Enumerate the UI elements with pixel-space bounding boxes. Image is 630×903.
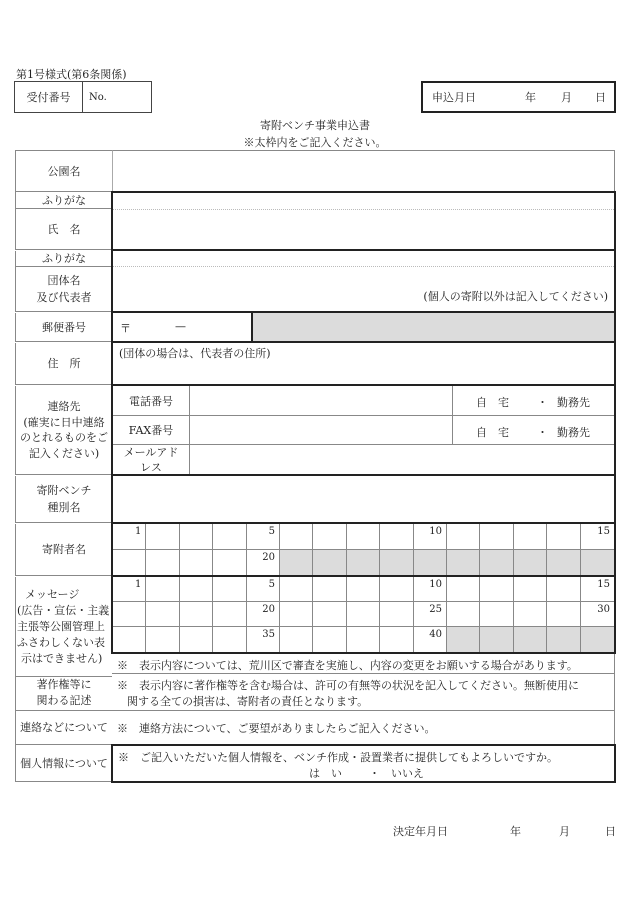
grid-cell[interactable] — [514, 524, 547, 550]
grid-cell-disabled — [581, 550, 614, 576]
grid-cell[interactable] — [380, 627, 413, 652]
name-field[interactable] — [113, 210, 614, 249]
grid-cell[interactable] — [514, 577, 547, 602]
grid-cell[interactable] — [280, 524, 313, 550]
grid-cell[interactable] — [313, 627, 346, 652]
grid-cell[interactable] — [380, 602, 413, 627]
message-grid — [111, 575, 616, 654]
address-note: (団体の場合は、代表者の住所) — [119, 347, 271, 360]
grid-cell[interactable] — [547, 602, 580, 627]
grid-cell[interactable] — [480, 602, 513, 627]
fax-label-text: FAX番号 — [128, 424, 174, 437]
copyright-label — [15, 676, 112, 711]
grid-cell[interactable] — [180, 524, 213, 550]
phone-home-option[interactable]: 自 宅 — [476, 396, 509, 409]
review-note: ※ 表示内容については、荒川区で審査を実施し、内容の変更をお願いする場合があります。 — [117, 659, 578, 672]
decision-date — [393, 823, 618, 839]
address-label — [15, 343, 112, 385]
phone-dot: ・ — [537, 396, 548, 409]
grid-cell[interactable] — [180, 602, 213, 627]
application-date-box — [421, 81, 616, 113]
grid-cell[interactable] — [380, 524, 413, 550]
email-field[interactable] — [190, 445, 614, 474]
grid-cell-disabled — [581, 627, 614, 652]
privacy-label-text: 個人情報について — [20, 756, 108, 770]
contact-method-field[interactable] — [112, 711, 615, 745]
grid-cell[interactable] — [547, 524, 580, 550]
message-label-text: メッセージ (広告・宣伝・主義 主張等公園管理上 ふさわしくない表 示はできません) — [17, 588, 110, 665]
receipt-label: 受付番号 — [15, 82, 83, 112]
grid-cell-disabled — [313, 550, 346, 576]
grid-cell[interactable] — [213, 577, 246, 602]
copyright-field[interactable] — [112, 674, 615, 711]
postal-block — [111, 311, 616, 343]
grid-cell[interactable] — [480, 577, 513, 602]
postal-mark: 〒 — [120, 322, 131, 335]
contact-label-text: 連絡先 (確実に日中連絡 のとれるものをご 記入ください) — [20, 400, 108, 460]
grid-cell[interactable] — [280, 602, 313, 627]
grid-cell[interactable] — [447, 524, 480, 550]
grid-cell[interactable] — [180, 627, 213, 652]
grid-cell[interactable] — [146, 602, 179, 627]
grid-cell[interactable] — [547, 577, 580, 602]
grid-cell[interactable] — [213, 550, 246, 576]
privacy-yes-option[interactable]: は い — [309, 767, 342, 780]
contact-method-label — [15, 711, 112, 745]
furigana-text: ふりがな — [42, 193, 86, 207]
grid-cell[interactable]: 25 — [414, 602, 447, 627]
email-label-text: メールアド レス — [123, 445, 179, 474]
grid-cell[interactable] — [146, 577, 179, 602]
grid-cell-disabled — [547, 627, 580, 652]
decision-date-label: 決定年月日 — [393, 825, 448, 838]
grid-cell[interactable] — [113, 627, 146, 652]
contact-block — [111, 384, 616, 476]
grid-cell[interactable] — [113, 602, 146, 627]
review-note-row — [112, 654, 615, 674]
org-block — [111, 250, 616, 313]
grid-cell[interactable] — [347, 627, 380, 652]
fax-field[interactable] — [190, 416, 453, 445]
application-date-label: 申込月日 — [432, 91, 476, 104]
grid-cell-disabled — [347, 550, 380, 576]
name-label — [15, 209, 112, 250]
grid-cell[interactable] — [146, 524, 179, 550]
furigana-field-1[interactable] — [113, 193, 614, 209]
phone-label-text: 電話番号 — [129, 394, 173, 408]
grid-cell[interactable] — [347, 602, 380, 627]
form-title: 寄附ベンチ事業申込書 — [260, 119, 370, 132]
park-name-text: 公園名 — [47, 164, 81, 178]
donor-name-label — [15, 524, 112, 576]
grid-cell[interactable]: 20 — [247, 602, 280, 627]
contact-method-note: ※ 連絡方法について、ご要望がありましたらご記入ください。 — [117, 722, 436, 735]
donor-name-text: 寄附者名 — [42, 543, 86, 556]
address-field[interactable] — [111, 341, 616, 386]
form-subtitle: ※太枠内をご記入ください。 — [243, 136, 387, 149]
email-label — [113, 445, 190, 474]
grid-cell[interactable]: 30 — [581, 602, 614, 627]
receipt-number-field[interactable]: No. — [89, 91, 107, 103]
fax-type-selector[interactable] — [453, 416, 614, 445]
decision-year[interactable]: 年 — [510, 825, 521, 838]
fax-home-option[interactable]: 自 宅 — [476, 426, 509, 439]
grid-cell[interactable]: 15 — [581, 577, 614, 602]
grid-cell[interactable] — [280, 627, 313, 652]
grid-cell[interactable]: 5 — [247, 577, 280, 602]
copyright-note-line2: 関する全ての損害は、寄附者の責任となります。 — [127, 695, 369, 708]
grid-cell[interactable] — [213, 602, 246, 627]
grid-cell[interactable] — [347, 524, 380, 550]
phone-work-option[interactable]: 勤務先 — [557, 396, 590, 409]
grid-cell[interactable] — [480, 524, 513, 550]
copyright-note-line1: ※ 表示内容に著作権等を含む場合は、許可の有無等の状況を記入してください。無断使用に — [117, 679, 579, 692]
grid-cell[interactable] — [146, 550, 179, 576]
furigana-label-1 — [15, 192, 112, 209]
donor-name-grid — [111, 522, 616, 577]
bench-type-label — [15, 476, 112, 523]
grid-cell[interactable] — [514, 602, 547, 627]
application-day[interactable]: 日 — [595, 91, 606, 104]
grid-cell[interactable] — [180, 550, 213, 576]
application-year[interactable]: 年 — [525, 91, 536, 104]
grid-cell[interactable] — [146, 627, 179, 652]
message-label — [15, 577, 112, 677]
phone-field[interactable] — [190, 386, 453, 416]
contact-method-text: 連絡などについて — [20, 721, 108, 734]
decision-month[interactable]: 月 — [559, 825, 570, 838]
grid-cell-disabled — [447, 627, 480, 652]
grid-cell[interactable] — [313, 602, 346, 627]
grid-cell[interactable]: 35 — [247, 627, 280, 652]
furigana-text-2: ふりがな — [42, 252, 86, 265]
copyright-label-text: 著作権等に 関わる記述 — [36, 678, 92, 707]
postal-shaded-area — [253, 313, 614, 341]
grid-cell[interactable]: 10 — [414, 577, 447, 602]
park-name-label — [15, 150, 112, 192]
privacy-no-option[interactable]: いいえ — [391, 767, 424, 780]
decision-day[interactable]: 日 — [605, 825, 616, 838]
form-number: 第1号様式(第6条関係) — [16, 68, 127, 81]
fax-work-option[interactable]: 勤務先 — [557, 426, 590, 439]
grid-cell[interactable] — [213, 524, 246, 550]
receipt-number-box — [14, 81, 152, 113]
application-month[interactable]: 月 — [561, 91, 572, 104]
grid-cell[interactable] — [447, 602, 480, 627]
privacy-field — [111, 744, 616, 783]
grid-cell-disabled — [480, 550, 513, 576]
org-label-text: 団体名 及び代表者 — [36, 274, 92, 304]
grid-cell[interactable] — [347, 577, 380, 602]
phone-type-selector[interactable] — [453, 386, 614, 416]
bench-type-field[interactable] — [111, 474, 616, 524]
grid-cell[interactable] — [280, 577, 313, 602]
grid-cell-disabled — [514, 550, 547, 576]
privacy-question: ※ ご記入いただいた個人情報を、ベンチ作成・設置業者に提供してもよろしいですか。 — [118, 751, 558, 764]
grid-cell[interactable] — [313, 524, 346, 550]
fax-dot: ・ — [537, 426, 548, 439]
grid-cell[interactable] — [213, 627, 246, 652]
grid-cell[interactable] — [180, 577, 213, 602]
postal-code-field[interactable] — [113, 313, 253, 341]
grid-cell-disabled — [480, 627, 513, 652]
name-text: 氏 名 — [47, 222, 81, 236]
grid-cell[interactable]: 10 — [414, 524, 447, 550]
furigana-field-2[interactable] — [113, 250, 614, 266]
privacy-dot: ・ — [369, 767, 380, 780]
postal-label — [15, 313, 112, 342]
contact-label — [15, 386, 112, 475]
postal-label-text: 郵便番号 — [42, 320, 86, 334]
grid-cell[interactable] — [113, 550, 146, 576]
postal-dash: — — [175, 320, 186, 333]
bench-type-text: 寄附ベンチ 種別名 — [36, 484, 92, 514]
furigana-label-2 — [15, 251, 112, 267]
grid-cell[interactable] — [447, 577, 480, 602]
org-note: (個人の寄附以外は記入してください) — [423, 290, 608, 303]
grid-cell[interactable]: 15 — [581, 524, 614, 550]
grid-cell-disabled — [447, 550, 480, 576]
address-label-text: 住 所 — [47, 357, 81, 370]
grid-cell[interactable]: 5 — [247, 524, 280, 550]
park-name-field[interactable] — [112, 150, 615, 192]
grid-cell-disabled — [280, 550, 313, 576]
fax-label — [113, 416, 190, 445]
grid-cell-disabled — [514, 627, 547, 652]
grid-cell[interactable]: 40 — [414, 627, 447, 652]
grid-cell[interactable] — [313, 577, 346, 602]
privacy-label — [15, 745, 112, 782]
org-label — [15, 267, 112, 312]
grid-cell[interactable] — [380, 577, 413, 602]
grid-cell[interactable]: 1 — [113, 524, 146, 550]
grid-cell-disabled — [414, 550, 447, 576]
grid-cell-disabled — [547, 550, 580, 576]
grid-cell[interactable]: 1 — [113, 577, 146, 602]
name-block — [111, 191, 616, 251]
grid-cell-disabled — [380, 550, 413, 576]
grid-cell[interactable]: 20 — [247, 550, 280, 576]
phone-label — [113, 386, 190, 416]
